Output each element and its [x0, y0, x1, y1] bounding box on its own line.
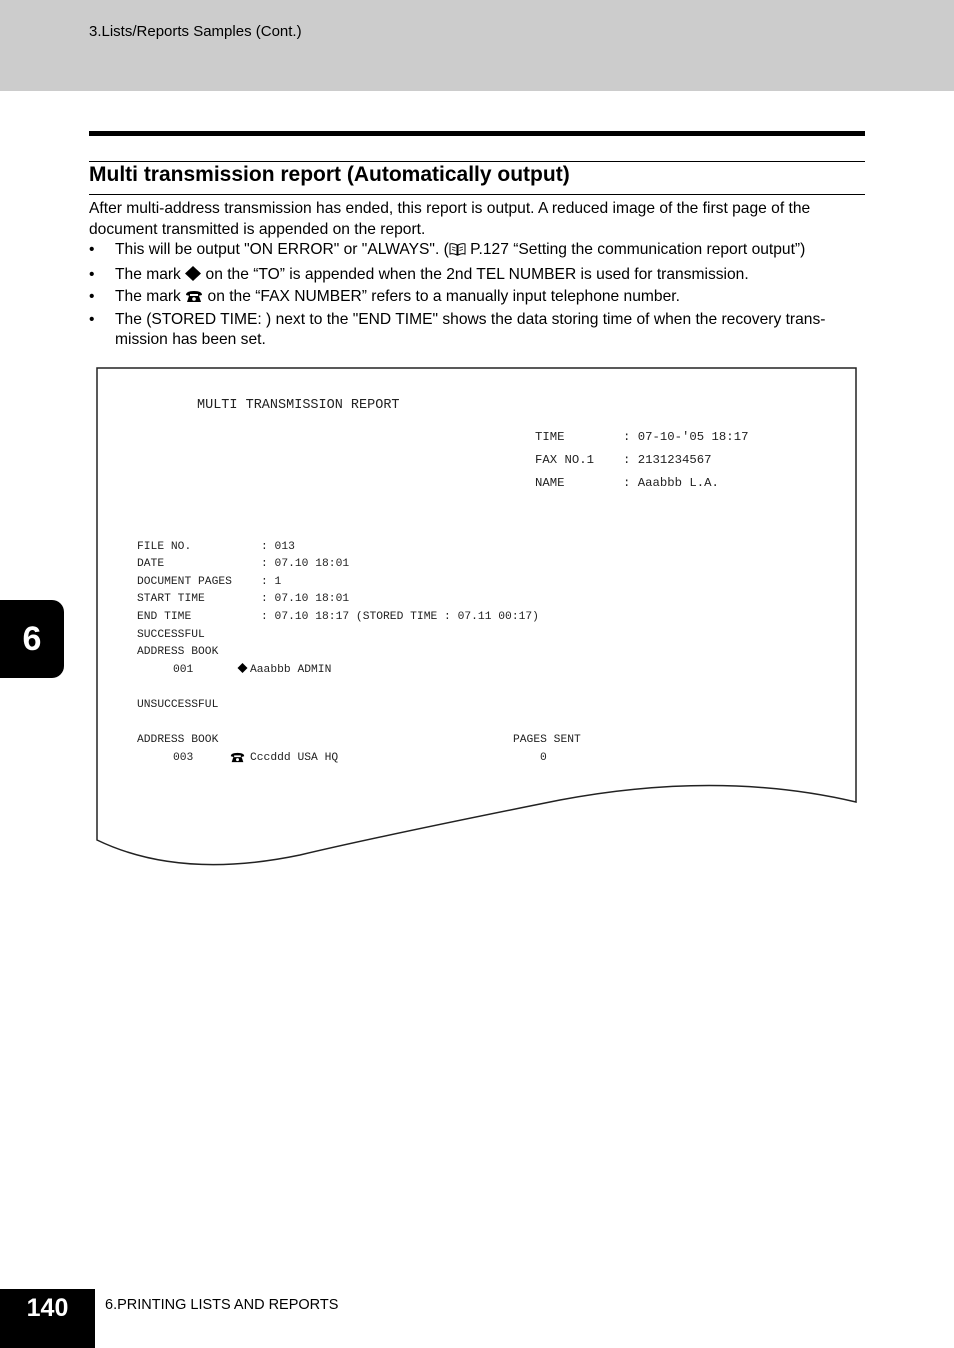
section-title: Multi transmission report (Automatically output) [89, 163, 570, 186]
report-info-value: : 07.10 18:01 [261, 558, 350, 570]
bullet-text-post: on the “TO” is appended when the 2nd TEL NUMBER is used for transmission. [201, 265, 749, 283]
report-info-label: END TIME [137, 611, 192, 623]
report-time-value: : 07-10-'05 18:17 [623, 430, 749, 444]
report-pages-sent-label: PAGES SENT [513, 734, 581, 746]
telephone-icon [230, 752, 245, 767]
diamond-icon [237, 662, 248, 678]
report-info-label: DOCUMENT PAGES [137, 576, 232, 588]
bullet-dot: • [89, 310, 95, 328]
report-successful-label: SUCCESSFUL [137, 629, 205, 641]
report-name-label: NAME [535, 476, 565, 490]
bullet-text-line2: mission has been set. [115, 331, 266, 348]
report-fail-number: 003 [173, 752, 194, 764]
report-unsuccessful-label: UNSUCCESSFUL [137, 699, 219, 711]
report-info-value: : 1 [261, 576, 282, 588]
report-info-label: FILE NO. [137, 541, 192, 553]
report-fax-label: FAX NO.1 [535, 453, 595, 467]
bullet-text-pre: The mark [115, 288, 186, 305]
report-info-value: : 07.10 18:01 [261, 593, 350, 605]
bullet-text-pre: This will be output "ON ERROR" or "ALWAYS". ( [115, 241, 449, 258]
chapter-tab: 6 [0, 600, 64, 678]
report-info-label: START TIME [137, 593, 205, 605]
report-fail-name: Cccddd USA HQ [250, 752, 339, 764]
report-info-value: : 07.10 18:17 (STORED TIME : 07.11 00:17) [261, 611, 539, 623]
bullet-dot: • [89, 241, 95, 258]
report-fax-value: : 2131234567 [623, 453, 712, 467]
bullet-text-post: P.127 “Setting the communication report output”) [465, 241, 806, 258]
report-title: MULTI TRANSMISSION REPORT [197, 398, 400, 413]
report-address-book-label-2: ADDRESS BOOK [137, 734, 219, 746]
report-success-number: 001 [173, 664, 194, 676]
report-success-name: Aaabbb ADMIN [250, 664, 332, 676]
bullet-text-post: on the “FAX NUMBER” refers to a manually input telephone number. [203, 288, 680, 305]
report-fail-pages: 0 [540, 752, 547, 764]
bullet-text-pre: The mark [115, 265, 186, 283]
report-info-value: : 013 [261, 541, 295, 553]
bullet-text-line1: The (STORED TIME: ) next to the "END TIME" shows the data storing time of when the recovery trans- [115, 310, 826, 328]
report-address-book-label: ADDRESS BOOK [137, 646, 219, 658]
bullet-dot: • [89, 288, 95, 305]
report-info-label: DATE [137, 558, 165, 570]
bullet-dot: • [89, 265, 95, 283]
breadcrumb: 3.Lists/Reports Samples (Cont.) [89, 23, 302, 40]
page-number: 140 [0, 1289, 95, 1348]
intro-paragraph: After multi-address transmission has ended, this report is output. A reduced image of the first page of the document transmitted is appended on the report. [89, 200, 811, 238]
report-time-label: TIME [535, 430, 565, 444]
footer-chapter-title: 6.PRINTING LISTS AND REPORTS [105, 1297, 339, 1313]
report-name-value: : Aaabbb L.A. [623, 476, 719, 490]
